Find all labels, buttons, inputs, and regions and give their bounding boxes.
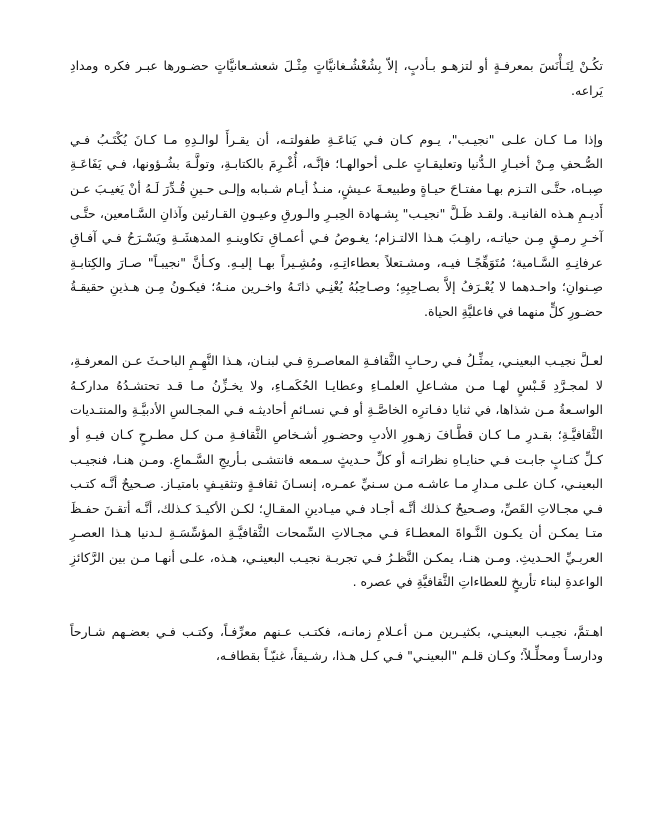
paragraph-4: اهـتمَّ، نجيـب البعينـي، بكثيـرين مـن أعـلامِ زمانـه، فكتـب عـنهم معرِّفـاً، وكتـب فـي بعضـهم شـارحاً ودارسـاً ومحلِّـلاً؛ وكـان قلـم "البعينـي" فـي كـل هـذا، رشـيقاً، غنيّـاً بقطافـه، (70, 623, 603, 664)
paragraph-3: لعـلَّ نجيـب البعينـي، يمثِّـلُ فـي رحـابِ الثَّقافـةِ المعاصـرةِ فـي لبنـان، هـذا النَّهِـمِ الباحـثَ عـن المعرفـةِ، لا لمجـرَّدِ قَـبْسٍ لهـا مـن مشـاعلِ العلمـاءِ وعطايـا الحُكَمـاءِ، ولا يخـزِّنُ مـا قـد تحتشـدُهُ مداركـهُ الواسـعةُ مـن شذاها، في ثنايا دفـاترِه الخاصَّـةِ أو فـي نسـائمِ أحاديثـه فـي المجـالسِ الأدبيَّـةِ والمنتـديات الثَّقافيَّـةِ؛ بقـدرِ مـا كـان قطَّـافَ زهـورِ الأدبِ وحضـورِ أشـخاصِ الثَّقافـةِ مـن كـل مطـرحٍ كـان فيـهِ أو كـلِّ كتـابٍ جابـت فـي حنايـاهِ نظراتـه أو كلِّ حـديثٍ سـمعه فانتشـى بـأريجِ السَّـماعِ. ومـن هنـا، فنجيـب البعينـي، كـان علـى مـدارِ مـا عاشـه مـن سـنيِّ عمـره، إنسـانَ ثقافـةٍ وتثقيـفٍ بامتيـاز. صـحيحٌ أنَّـه كتـب فـي مجـالاتِ القَصِّ، وصـحيحٌ كـذلك أنَّـه أجـاد فـي ميـادينِ المقـالِ؛ لكـن الأكيـدَ كـذلك، أنَّـه أتقـنَ حفـظَ متـا يمكـن أن يكـون النَّـواةَ المعطـاءَ فـي مجـالاتِ السِّمحات الثَّقافيَّـةِ المؤسِّسَـةِ لـدنيا هـذا العصـرِ العربـيِّ الحـديثِ. ومـن هنـا، يمكـن النَّظـرُ فـي تجربـة نجيـب البعينـي، هـذه، علـى أنهـا مـن بين الرَّكائزِ الواعدةِ لبناء تأريخٍ للعطاءاتِ الثَّقافيَّةِ في عصره . (70, 353, 603, 590)
paragraph-1: تكُـنْ لِتَـأْنَسَ بمعرفـةٍ أو لتزهـو بـأدبٍ، إلاّ بِشُغْشُـغانيَّاتٍ مِثْـلَ شعشـعانيَّاتٍ حضـورها عبـر فكره ومدادِ يَراعه. (70, 58, 603, 98)
paragraph-2: وإذا مـا كـان علـى "نجيـب"، يـوم كـان فـي يَناعَـةِ طفولتـه، أن يقـرأَ لوالـدِهِ مـا كـانَ يُكْتَـبُ فـي الصُّـحفِ مِـنْ أخبـارِ الـدُّنيا وتعليقـاتٍ علـى أحوالهـا؛ فإنَّـه، أُغْـرِمَ بالكتابـةِ، وتولَّـهَ بشُـؤونها، فـي يَفَاعَـةِ صِبـاه، حتَّـى التـزم بهـا مفتـاحَ حيـاةٍ وطبيعـةَ عـيشٍ، منـذُ أيـام شـبابه وإلـى حـينِ قُـدِّرَ لَـهُ أنْ يَغيـبَ عـن أَديـمِ هـذه الفانيـة. ولقـد ظَـلَّ "نجيـب" بِشـهادة الحِبـرِ والـورقِ وعيـونِ القـارئين وآذانِ السَّـامعين، حتَّـى آخـرِ رمـقٍ مِـن حياتـه، راهِـبَ هـذا الالتـزام؛ يغـوصُ فـي أعمـاقِ تكاوينـهِ المدهشَـةِ ويَسْـرَحُ فـي آفـاقِ عرفانِـهِ السَّـامية؛ مُتَوَهِّجًـا فيـه، ومشـتعلاً بعطاءاتِـهِ، ومُشِـيراً بهـا إليـهِ. وكـأنَّ "نجيبـاً" صـارَ والكِتابـةِ صِـنوانِ؛ واحـدهما لا يُعْـرَفُ إلاَّ بصـاحِبِهِ؛ وصـاحِبُهُ يُغْنِـي ذاتَـهُ واخـرين منـهُ؛ فيكـونُ مِـن هـذينِ حقيقـةُ حضـورِ كلٍّ منهما في فاعليَّةِ الحياة. (70, 131, 603, 319)
document-page (70, 54, 603, 693)
